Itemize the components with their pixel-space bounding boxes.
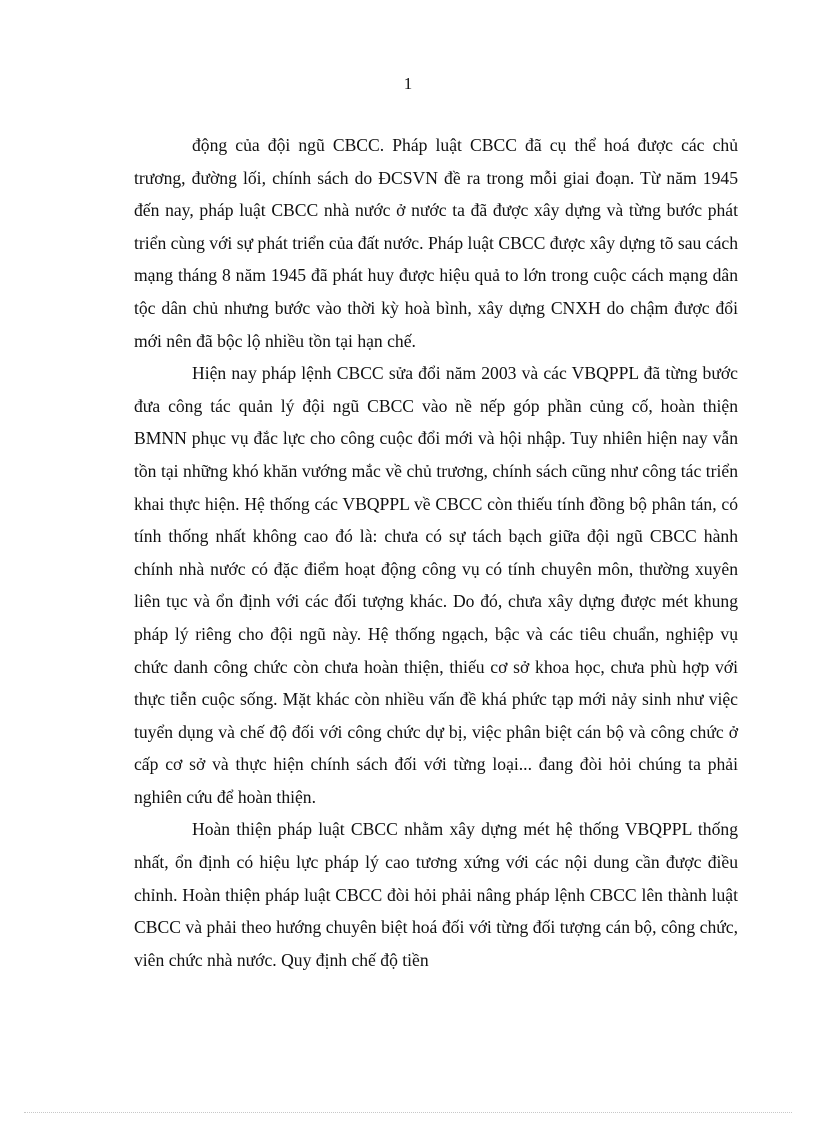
body-text bbox=[134, 129, 738, 976]
footer-divider bbox=[24, 1112, 792, 1113]
page-number: 1 bbox=[403, 74, 413, 93]
paragraph-current-situation: Hiện nay pháp lệnh CBCC sửa đổi năm 2003 và các VBQPPL đã từng bước đưa công tác quản lý đội ngũ CBCC vào nề nếp góp phần củng cố, hoàn thiện BMNN phục vụ đắc lực cho công cuộc đổi mới và hội nhập. Tuy nhiên hiện nay vẫn tồn tại những khó khăn vướng mắc về chủ trương, chính sách cũng như công tác triển khai thực hiện. Hệ thống các VBQPPL về CBCC còn thiếu tính đồng bộ phân tán, có tính thống nhất không cao đó là: chưa có sự tách bạch giữa đội ngũ CBCC hành chính nhà nước có đặc điểm hoạt động công vụ có tính chuyên môn, thường xuyên liên tục và ổn định với các đối tượng khác. Do đó, chưa xây dựng được mét khung pháp lý riêng cho đội ngũ này. Hệ thống ngạch, bậc và các tiêu chuẩn, nghiệp vụ chức danh công chức còn chưa hoàn thiện, thiếu cơ sở khoa học, chưa phù hợp với thực tiễn cuộc sống. Mặt khác còn nhiều vấn đề khá phức tạp mới nảy sinh như việc tuyển dụng và chế độ đối với công chức dự bị, việc phân biệt cán bộ và công chức ở cấp cơ sở và thực hiện chính sách đối với từng loại... đang đòi hỏi chúng ta phải nghiên cứu để hoàn thiện. bbox=[134, 363, 738, 807]
paragraph-continuation: động của đội ngũ CBCC. Pháp luật CBCC đã cụ thể hoá được các chủ trương, đường lối, chính sách do ĐCSVN đề ra trong mỗi giai đoạn. Từ năm 1945 đến nay, pháp luật CBCC nhà nước ở nước ta đã được xây dựng và từng bước phát triển cùng với sự phát triển của đất nước. Pháp luật CBCC được xây dựng tõ sau cách mạng tháng 8 năm 1945 đã phát huy được hiệu quả to lớn trong cuộc cách mạng dân tộc dân chủ nhưng bước vào thời kỳ hoà bình, xây dựng CNXH do chậm được đổi mới nên đã bộc lộ nhiều tồn tại hạn chế. bbox=[134, 135, 738, 351]
paragraph-improvement: Hoàn thiện pháp luật CBCC nhằm xây dựng mét hệ thống VBQPPL thống nhất, ổn định có hiệu lực pháp lý cao tương xứng với các nội dung cần được điều chỉnh. Hoàn thiện pháp luật CBCC đòi hỏi phải nâng pháp lệnh CBCC lên thành luật CBCC và phải theo hướng chuyên biệt hoá đối với từng đối tượng cán bộ, công chức, viên chức nhà nước. Quy định chế độ tiền bbox=[134, 819, 738, 970]
